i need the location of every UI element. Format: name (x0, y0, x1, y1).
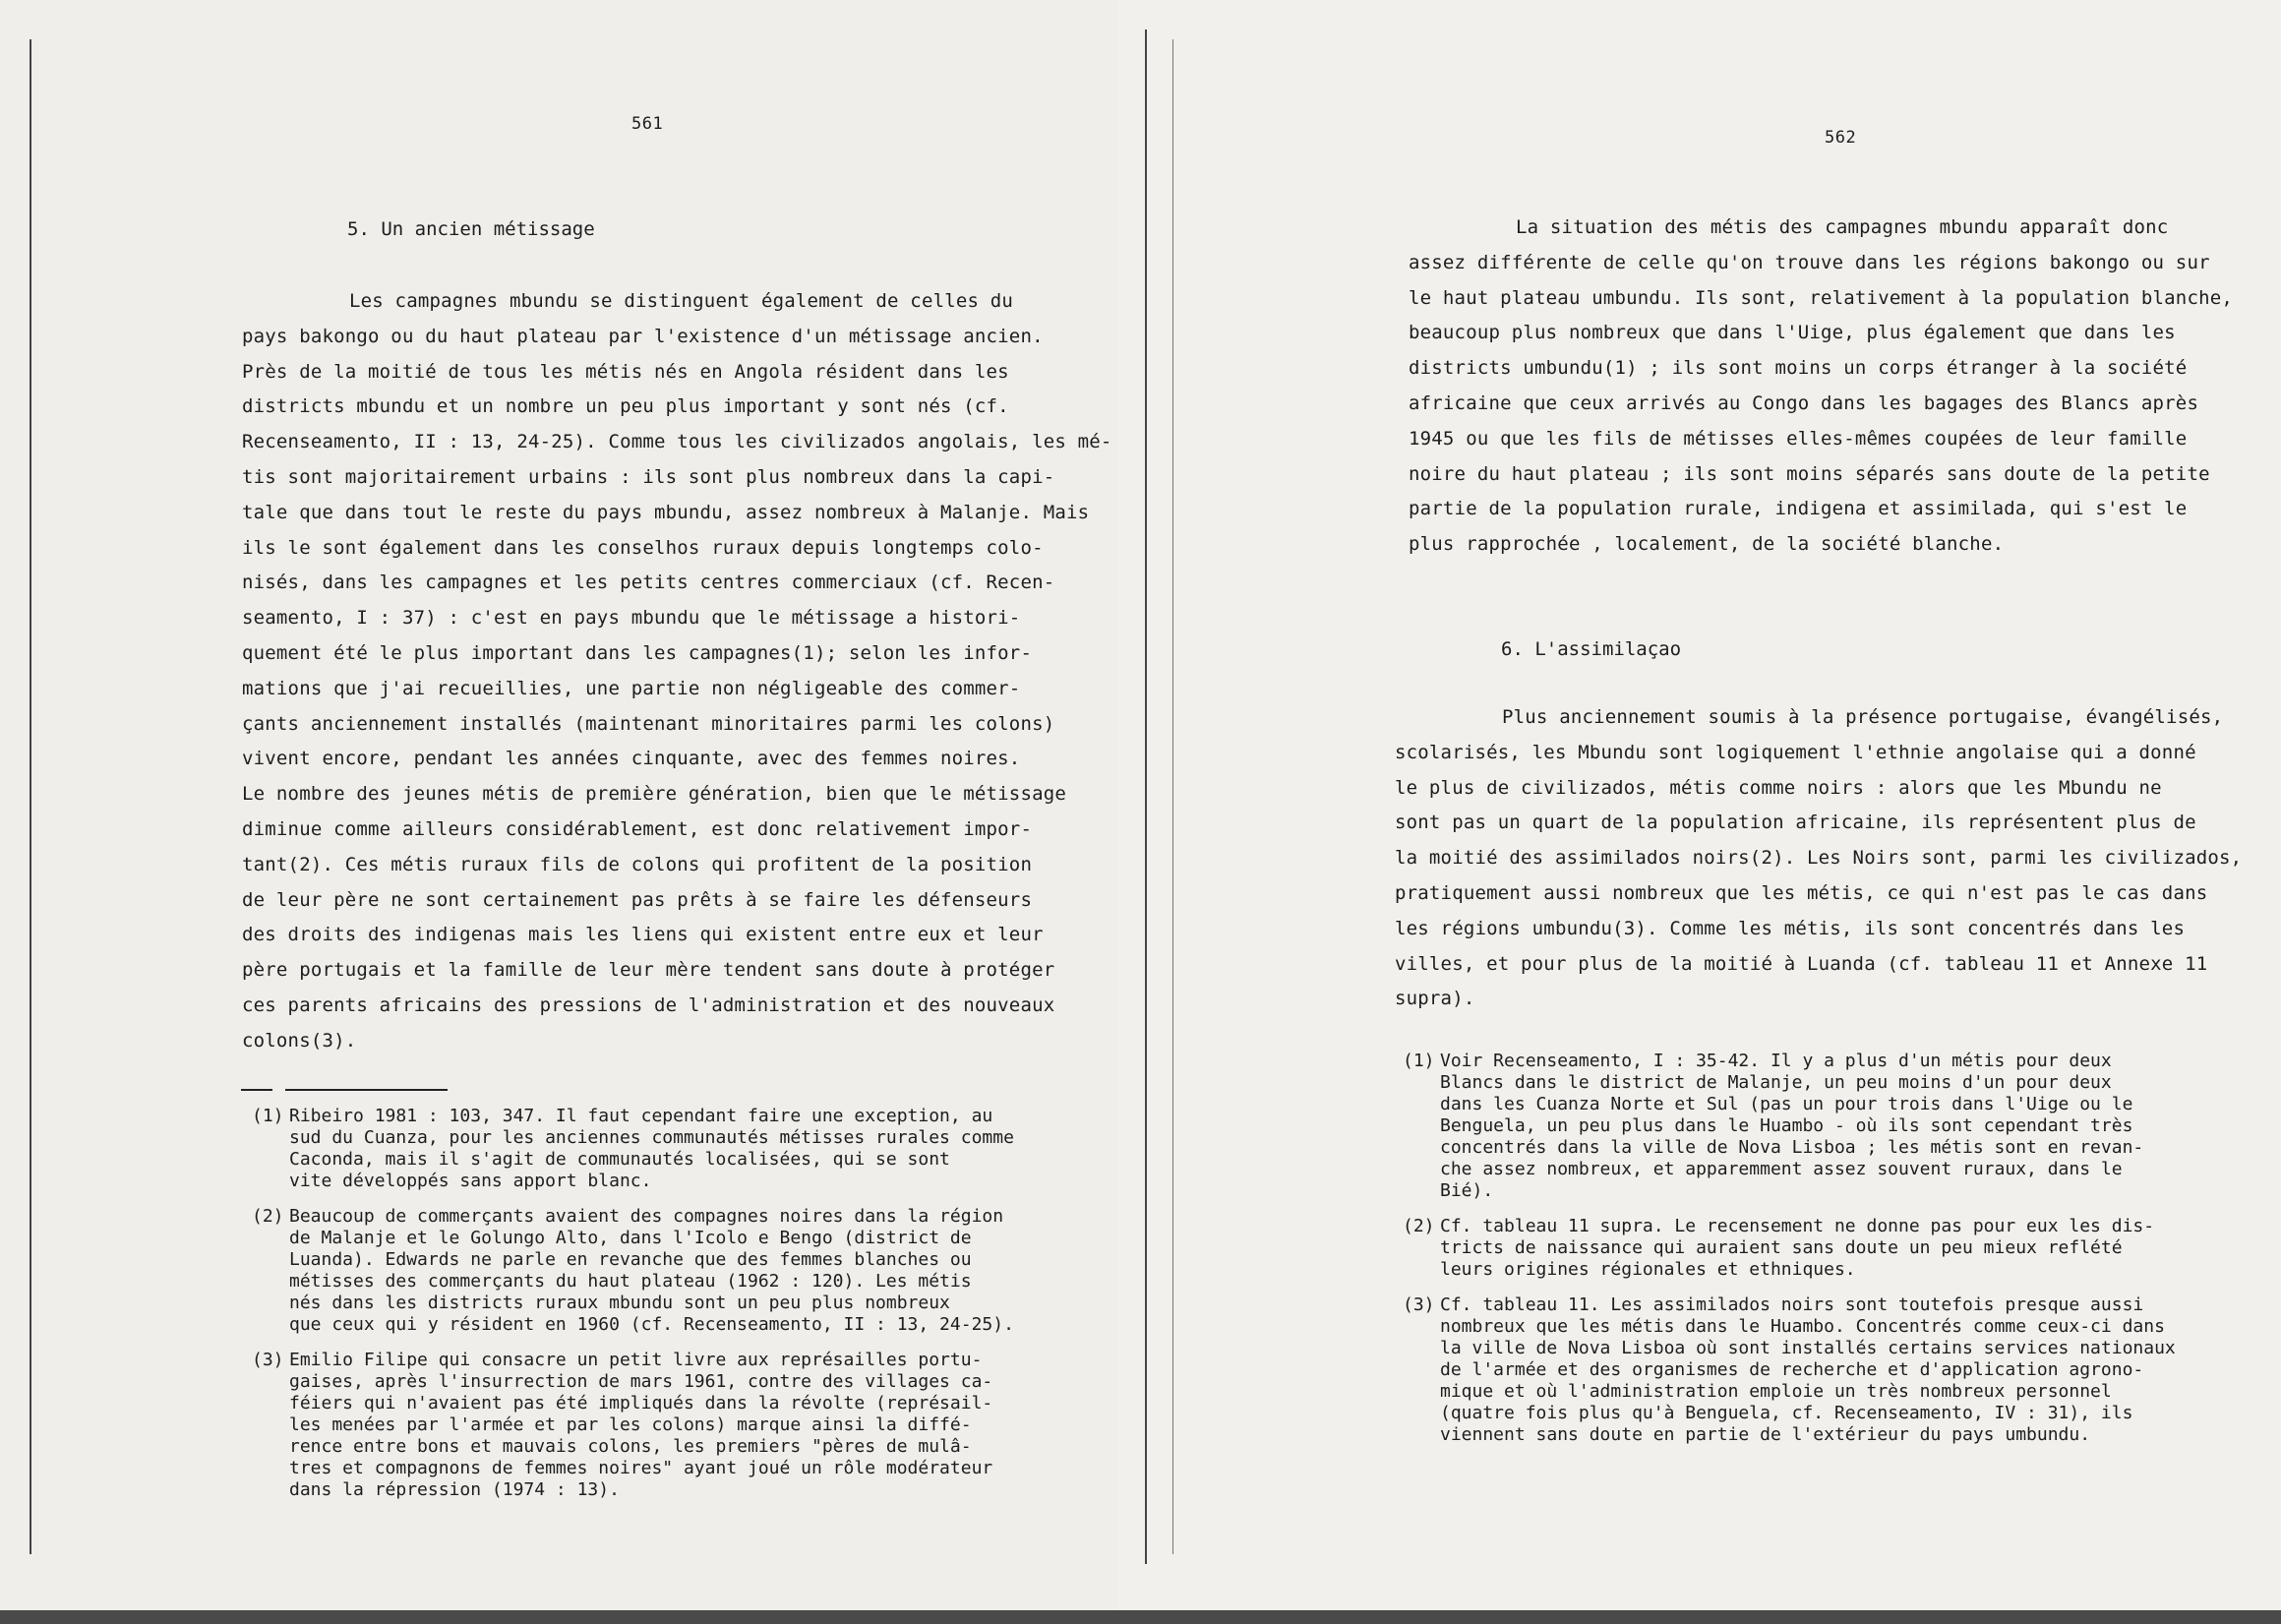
footnote-line: sud du Cuanza, pour les anciennes communautés métisses rurales comme (289, 1127, 1014, 1148)
text-line: Recenseamento, II : 13, 24-25). Comme tous les civilizados angolais, les mé- (242, 431, 1112, 453)
footnote-line: mique et où l'administration emploie un très nombreux personnel (1440, 1381, 2112, 1402)
footnote (1403, 1294, 2258, 1446)
footnote-line: gaises, après l'insurrection de mars 1961, contre des villages ca- (289, 1371, 993, 1392)
footnote-number: (2) (1403, 1216, 1435, 1236)
footnote (252, 1206, 1108, 1336)
right-page (1117, 0, 2281, 1624)
section-heading: 5. Un ancien métissage (347, 218, 595, 240)
footnote-line: Benguela, un peu plus dans le Huambo - où ils sont cependant très (1440, 1115, 2133, 1136)
text-line: la moitié des assimilados noirs(2). Les Noirs sont, parmi les civilizados, (1395, 847, 2243, 870)
footnote-line: vite développés sans apport blanc. (289, 1171, 652, 1191)
left-page (0, 0, 1133, 1624)
paragraph (1395, 700, 2260, 1017)
text-line: le plus de civilizados, métis comme noirs : alors que les Mbundu ne (1395, 776, 2162, 799)
text-line: 1945 ou que les fils de métisses elles-mêmes coupées de leur famille (1409, 427, 2188, 450)
text-line: seamento, I : 37) : c'est en pays mbundu que le métissage a histori- (242, 607, 1021, 630)
text-line: les régions umbundu(3). Comme les métis, ils sont concentrés dans les (1395, 917, 2186, 939)
footnote-line: la ville de Nova Lisboa où sont installés certains services nationaux (1440, 1338, 2176, 1358)
text-line: le haut plateau umbundu. Ils sont, relativement à la population blanche, (1409, 286, 2234, 309)
text-line: çants anciennement installés (maintenant minoritaires parmi les colons) (242, 712, 1055, 735)
text-line: vivent encore, pendant les années cinquante, avec des femmes noires. (242, 748, 1021, 770)
footnote-line: Voir Recenseamento, I : 35-42. Il y a plus d'un métis pour deux (1440, 1051, 2112, 1071)
text-line: quement été le plus important dans les campagnes(1); selon les infor- (242, 641, 1033, 664)
body-text (1395, 700, 2260, 1017)
footnote-line: Ribeiro 1981 : 103, 347. Il faut cependant faire une exception, au (289, 1106, 993, 1126)
footnote-line: che assez nombreux, et apparemment assez souvent ruraux, dans le (1440, 1159, 2123, 1179)
page-edge (0, 1610, 1133, 1624)
footnote-line: métisses des commerçants du haut plateau (1962 : 120). Les métis (289, 1271, 972, 1292)
paragraph (1409, 211, 2264, 563)
text-line: scolarisés, les Mbundu sont logiquement l'ethnie angolaise qui a donné (1395, 741, 2196, 763)
footnote-rule (241, 1089, 272, 1091)
footnote-rule (285, 1089, 448, 1091)
text-line: districts mbundu et un nombre un peu plus important y sont nés (cf. (242, 395, 1009, 418)
footnote (1403, 1216, 2258, 1281)
footnote-line: viennent sans doute en partie de l'extérieur du pays umbundu. (1440, 1424, 2091, 1445)
page-edge (1117, 1610, 2281, 1624)
page-number: 561 (631, 114, 664, 134)
footnote-line: Beaucoup de commerçants avaient des compagnes noires dans la région (289, 1206, 1004, 1227)
left-margin-line (30, 39, 31, 1554)
text-line: nisés, dans les campagnes et les petits centres commerciaux (cf. Recen- (242, 571, 1055, 594)
text-line: de leur père ne sont certainement pas prêts à se faire les défenseurs (242, 888, 1033, 911)
text-line: plus rapprochée , localement, de la société blanche. (1409, 533, 2005, 556)
footnote-line: tres et compagnons de femmes noires" ayant joué un rôle modérateur (289, 1458, 993, 1478)
footnote-line: leurs origines régionales et ethniques. (1440, 1259, 1856, 1280)
page-number: 562 (1825, 128, 1857, 148)
footnote-line: Caconda, mais il s'agit de communautés localisées, qui se sont (289, 1149, 950, 1170)
text-line: tis sont majoritairement urbains : ils sont plus nombreux dans la capi- (242, 465, 1055, 488)
footnote-number: (3) (252, 1350, 284, 1370)
footnote-line: tricts de naissance qui auraient sans doute un peu mieux reflété (1440, 1237, 2123, 1258)
footnote (252, 1350, 1108, 1501)
text-line: mations que j'ai recueillies, une partie non négligeable des commer- (242, 677, 1021, 699)
text-line: Les campagnes mbundu se distinguent également de celles du (349, 290, 1014, 312)
footnote-line: Emilio Filipe qui consacre un petit livre aux représailles portu- (289, 1350, 983, 1370)
right-margin-line (1145, 30, 1147, 1564)
text-line: ces parents africains des pressions de l'administration et des nouveaux (242, 993, 1055, 1016)
footnote-line: de l'armée et des organismes de recherche et d'application agrono- (1440, 1359, 2144, 1380)
footnote-line: concentrés dans la ville de Nova Lisboa ; les métis sont en revan- (1440, 1137, 2144, 1158)
footnote-line: les menées par l'armée et par les colons) marque ainsi la diffé- (289, 1414, 972, 1435)
text-line: La situation des métis des campagnes mbundu apparaît donc (1516, 216, 2169, 238)
text-line: tant(2). Ces métis ruraux fils de colons qui profitent de la position (242, 853, 1033, 875)
footnote (1403, 1051, 2258, 1202)
text-line: supra). (1395, 988, 1475, 1010)
text-line: assez différente de celle qu'on trouve dans les régions bakongo ou sur (1409, 251, 2210, 273)
text-line: sont pas un quart de la population africaine, ils représentent plus de (1395, 812, 2196, 834)
footnote-line: Luanda). Edwards ne parle en revanche que des femmes blanches ou (289, 1249, 972, 1270)
footnote-line: dans les Cuanza Norte et Sul (pas un pour trois dans l'Uige ou le (1440, 1094, 2133, 1114)
text-line: districts umbundu(1) ; ils sont moins un corps étranger à la société (1409, 357, 2188, 380)
footnote-line: que ceux qui y résident en 1960 (cf. Recenseamento, II : 13, 24-25). (289, 1314, 1014, 1335)
footnote-number: (1) (1403, 1051, 1435, 1071)
body-text (242, 284, 1112, 1059)
text-line: ils le sont également dans les conselhos ruraux depuis longtemps colo- (242, 536, 1044, 559)
footnote-line: rence entre bons et mauvais colons, les premiers "pères de mulâ- (289, 1436, 972, 1457)
text-line: Plus anciennement soumis à la présence portugaise, évangélisés, (1502, 706, 2224, 728)
body-text (1409, 211, 2264, 563)
text-line: noire du haut plateau ; ils sont moins séparés sans doute de la petite (1409, 462, 2210, 485)
footnote-line: dans la répression (1974 : 13). (289, 1479, 620, 1500)
text-line: diminue comme ailleurs considérablement, est donc relativement impor- (242, 817, 1033, 840)
section-heading: 6. L'assimilaçao (1501, 638, 1682, 660)
footnote-line: (quatre fois plus qu'à Benguela, cf. Recenseamento, IV : 31), ils (1440, 1403, 2133, 1423)
text-line: colons(3). (242, 1029, 357, 1052)
text-line: tale que dans tout le reste du pays mbundu, assez nombreux à Malanje. Mais (242, 501, 1090, 523)
paragraph (242, 284, 1112, 1059)
text-line: beaucoup plus nombreux que dans l'Uige, plus également que dans les (1409, 322, 2176, 344)
text-line: pays bakongo ou du haut plateau par l'existence d'un métissage ancien. (242, 325, 1044, 347)
text-line: père portugais et la famille de leur mère tendent sans doute à protéger (242, 959, 1055, 982)
footnotes (1403, 1051, 2258, 1460)
footnote-line: de Malanje et le Golungo Alto, dans l'Icolo e Bengo (district de (289, 1228, 972, 1248)
footnote-line: féiers qui n'avaient pas été impliqués dans la révolte (représail- (289, 1393, 993, 1413)
footnote-number: (1) (252, 1106, 284, 1126)
text-line: Près de la moitié de tous les métis nés en Angola résident dans les (242, 360, 1009, 383)
right-margin-line (1172, 39, 1173, 1554)
footnote-number: (2) (252, 1206, 284, 1227)
footnotes (252, 1106, 1108, 1515)
text-line: Le nombre des jeunes métis de première génération, bien que le métissage (242, 783, 1067, 806)
footnote-line: nés dans les districts ruraux mbundu sont un peu plus nombreux (289, 1293, 950, 1313)
text-line: villes, et pour plus de la moitié à Luanda (cf. tableau 11 et Annexe 11 (1395, 952, 2208, 975)
text-line: des droits des indigenas mais les liens qui existent entre eux et leur (242, 924, 1044, 946)
text-line: partie de la population rurale, indigena et assimilada, qui s'est le (1409, 498, 2188, 520)
text-line: africaine que ceux arrivés au Congo dans les bagages des Blancs après (1409, 391, 2199, 414)
footnote-line: Bié). (1440, 1180, 1494, 1201)
footnote-number: (3) (1403, 1294, 1435, 1315)
footnote-line: nombreux que les métis dans le Huambo. Concentrés comme ceux-ci dans (1440, 1316, 2165, 1337)
footnote (252, 1106, 1108, 1192)
footnote-line: Blancs dans le district de Malanje, un peu moins d'un pour deux (1440, 1072, 2112, 1093)
footnote-line: Cf. tableau 11. Les assimilados noirs sont toutefois presque aussi (1440, 1294, 2144, 1315)
footnote-line: Cf. tableau 11 supra. Le recensement ne donne pas pour eux les dis- (1440, 1216, 2155, 1236)
text-line: pratiquement aussi nombreux que les métis, ce qui n'est pas le cas dans (1395, 881, 2208, 904)
